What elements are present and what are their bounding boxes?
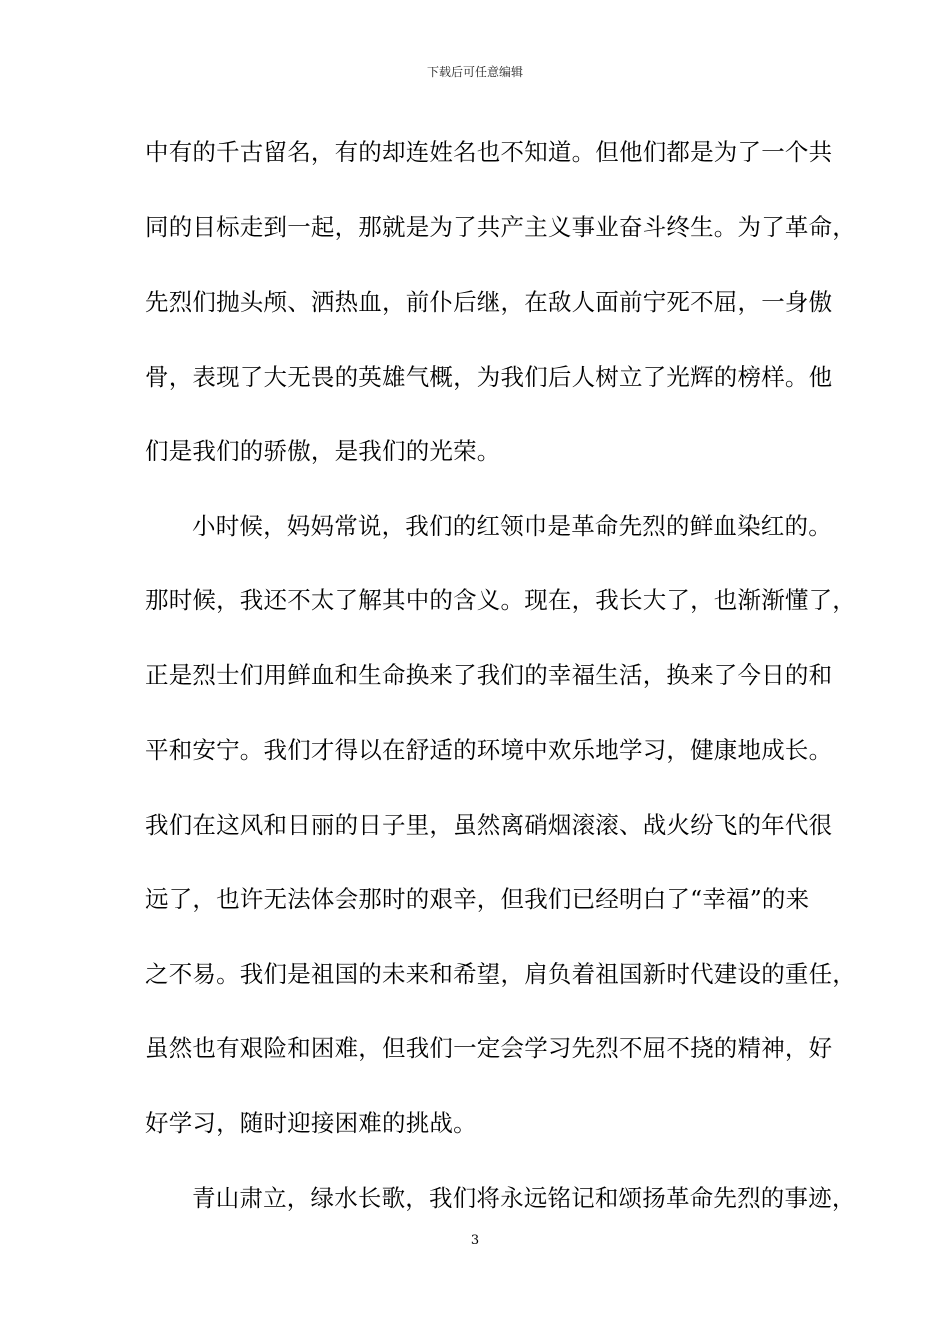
text-line: 远了，也许无法体会那时的艰辛，但我们已经明白了“幸福”的来 (145, 885, 810, 913)
text-line: 先烈们抛头颅、洒热血，前仆后继，在敌人面前宁死不屈，一身傲 (145, 288, 833, 316)
page-header: 下载后可任意编辑 (426, 65, 523, 79)
text-line: 之不易。我们是祖国的未来和希望，肩负着祖国新时代建设的重任， (145, 960, 856, 988)
page-number: 3 (470, 1233, 480, 1248)
paragraph-first-line: 青山肃立，绿水长歌，我们将永远铭记和颂扬革命先烈的事迹， (192, 1184, 856, 1212)
text-line: 平和安宁。我们才得以在舒适的环境中欢乐地学习，健康地成长。 (145, 736, 833, 764)
text-line: 好学习，随时迎接困难的挑战。 (145, 1109, 477, 1137)
text-line: 虽然也有艰险和困难，但我们一定会学习先烈不屈不挠的精神，好 (145, 1034, 833, 1062)
text-line: 那时候，我还不太了解其中的含义。现在，我长大了，也渐渐懂了， (145, 586, 856, 614)
text-line: 正是烈士们用鲜血和生命换来了我们的幸福生活，换来了今日的和 (145, 661, 833, 689)
text-line: 同的目标走到一起，那就是为了共产主义事业奋斗终生。为了革命， (145, 213, 856, 241)
paragraph-first-line: 小时候，妈妈常说，我们的红领巾是革命先烈的鲜血染红的。 (192, 512, 832, 540)
text-line: 中有的千古留名，有的却连姓名也不知道。但他们都是为了一个共 (145, 138, 833, 166)
text-line: 骨，表现了大无畏的英雄气概，为我们后人树立了光辉的榜样。他 (145, 363, 833, 391)
text-line: 我们在这风和日丽的日子里，虽然离硝烟滚滚、战火纷飞的年代很 (145, 811, 833, 839)
text-line: 们是我们的骄傲，是我们的光荣。 (145, 437, 501, 465)
